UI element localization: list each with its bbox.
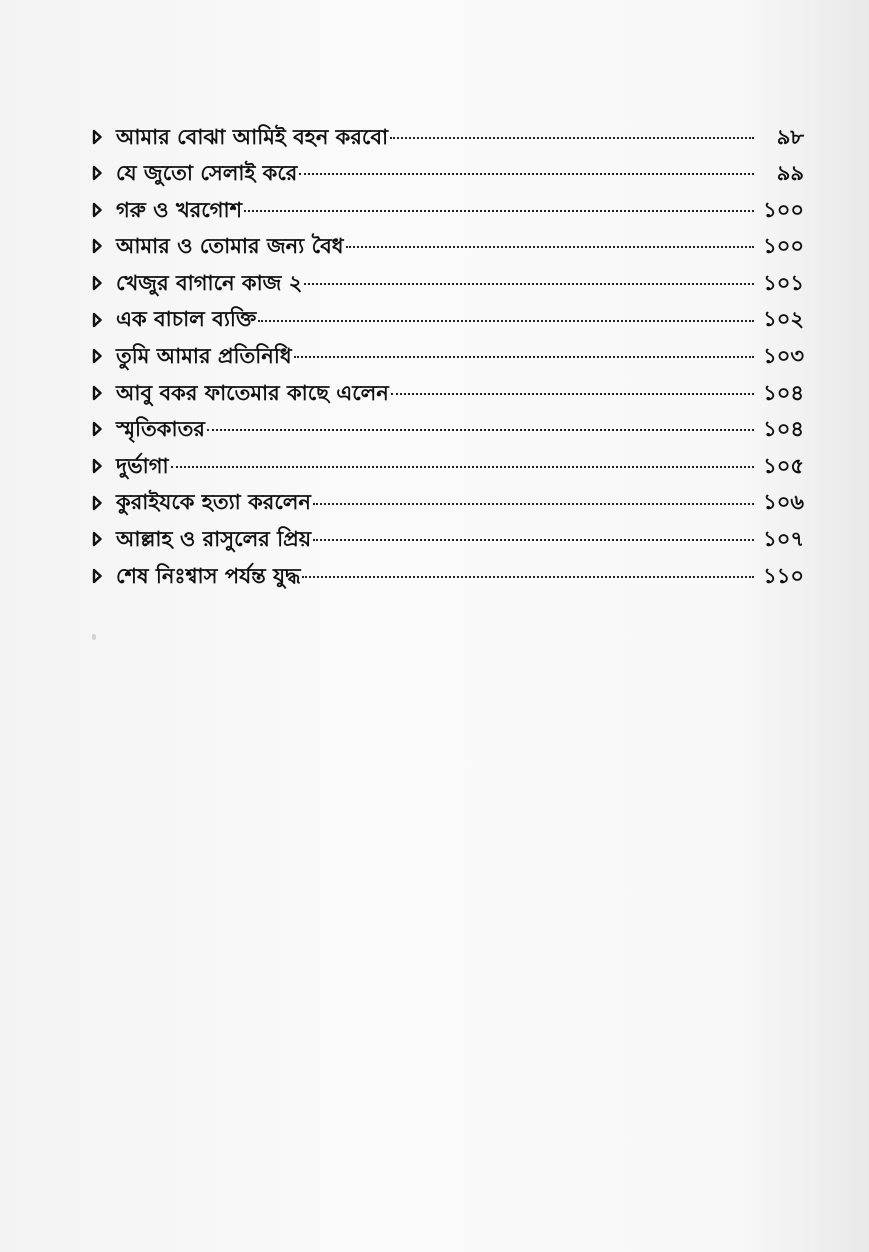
toc-entry-page: ১০১ [763, 270, 804, 295]
toc-entry-page: ৯৮ [776, 124, 804, 149]
triangle-bullet-icon [92, 202, 102, 218]
triangle-bullet-icon [92, 129, 102, 145]
dotted-leader [313, 539, 754, 541]
toc-entry-page: ১০০ [763, 197, 804, 222]
toc-entry-page: ১০৪ [763, 380, 804, 405]
toc-entry-title: গরু ও খরগোশ [116, 197, 243, 222]
triangle-bullet-icon [92, 312, 102, 328]
toc-entry-title: আমার ও তোমার জন্য বৈধ [116, 234, 344, 259]
toc-entry-page: ১০৪ [763, 417, 804, 442]
toc-entry-page: ১০২ [763, 307, 804, 332]
dotted-leader [294, 356, 754, 358]
toc-entry[interactable] [92, 332, 804, 369]
triangle-bullet-icon [92, 275, 102, 291]
toc-entry-page: ১০৭ [763, 527, 804, 552]
toc-entry[interactable] [92, 478, 804, 515]
toc-entry-title: আমার বোঝা আমিই বহন করবো [116, 124, 389, 149]
toc-entry-title: আবু বকর ফাতেমার কাছে এলেন [116, 380, 389, 405]
dotted-leader [304, 283, 754, 285]
toc-entry-page: ১০৬ [763, 490, 804, 515]
toc-entry[interactable] [92, 368, 804, 405]
triangle-bullet-icon [92, 495, 102, 511]
toc-entry[interactable] [92, 112, 804, 149]
paper-speck [92, 634, 96, 640]
triangle-bullet-icon [92, 165, 102, 181]
toc-entry-title: খেজুর বাগানে কাজ ২ [116, 270, 303, 295]
dotted-leader [258, 320, 754, 322]
toc-entry[interactable] [92, 441, 804, 478]
toc-entry-page: ১০৩ [763, 344, 804, 369]
dotted-leader [171, 466, 754, 468]
toc-entry[interactable] [92, 405, 804, 442]
toc-entry-title: এক বাচাল ব্যক্তি [116, 307, 257, 332]
toc-entry-page: ১০০ [763, 234, 804, 259]
toc-entry-page: ৯৯ [776, 161, 804, 186]
toc-entry-title: দুর্ভাগা [116, 453, 169, 478]
toc-entry[interactable] [92, 515, 804, 552]
toc-entry[interactable] [92, 149, 804, 186]
toc-entry-page: ১০৫ [763, 453, 804, 478]
toc-entry-title: শেষ নিঃশ্বাস পর্যন্ত যুদ্ধ [116, 563, 301, 588]
dotted-leader [302, 576, 754, 578]
dotted-leader [346, 246, 754, 248]
dotted-leader [244, 210, 754, 212]
table-of-contents [92, 112, 804, 588]
triangle-bullet-icon [92, 531, 102, 547]
dotted-leader [299, 173, 754, 175]
toc-entry[interactable] [92, 551, 804, 588]
toc-entry[interactable] [92, 185, 804, 222]
dotted-leader [313, 503, 754, 505]
dotted-leader [207, 429, 754, 431]
triangle-bullet-icon [92, 238, 102, 254]
triangle-bullet-icon [92, 421, 102, 437]
toc-entry-title: যে জুতো সেলাই করে [116, 161, 298, 186]
triangle-bullet-icon [92, 348, 102, 364]
toc-entry[interactable] [92, 295, 804, 332]
toc-entry-title: আল্লাহ ও রাসুলের প্রিয় [116, 527, 312, 552]
toc-entry[interactable] [92, 222, 804, 259]
toc-entry-title: স্মৃতিকাতর [116, 417, 205, 442]
toc-entry-title: কুরাইযকে হত্যা করলেন [116, 490, 311, 515]
toc-entry[interactable] [92, 258, 804, 295]
triangle-bullet-icon [92, 385, 102, 401]
triangle-bullet-icon [92, 458, 102, 474]
triangle-bullet-icon [92, 568, 102, 584]
dotted-leader [390, 137, 754, 139]
dotted-leader [391, 393, 754, 395]
toc-entry-page: ১১০ [763, 563, 804, 588]
toc-entry-title: তুমি আমার প্রতিনিধি [116, 344, 292, 369]
